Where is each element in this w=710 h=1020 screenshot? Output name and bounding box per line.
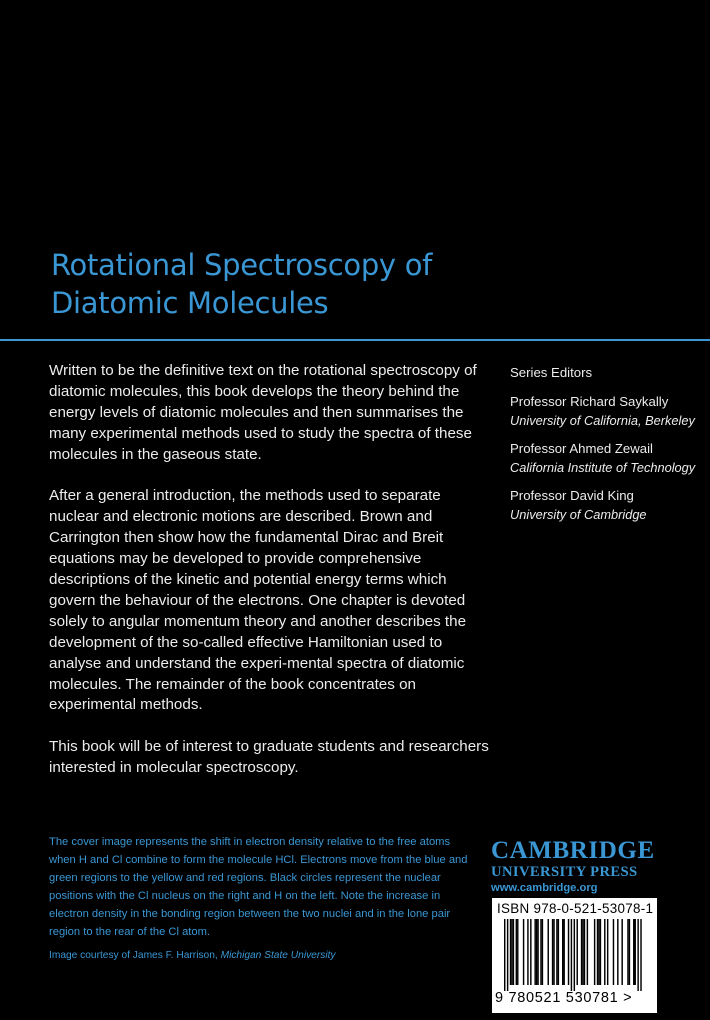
- barcode-icon: [496, 919, 653, 991]
- barcode-bar: [510, 919, 511, 985]
- barcode-bar: [558, 919, 559, 985]
- publisher-logo: [491, 838, 661, 896]
- publisher-name: CAMBRIDGE: [491, 837, 655, 864]
- barcode-bar: [604, 919, 605, 985]
- barcode-bar: [640, 919, 641, 991]
- barcode-bar: [563, 919, 564, 985]
- barcode-bar: [607, 919, 608, 985]
- title-line-1: Rotational Spectroscopy of: [51, 248, 433, 282]
- description-paragraph-1: Written to be the definitive text on the rotational spectroscopy of diatomic molecules, this book develops the theory behind the energy levels of diatomic molecules and then summarises the many experimental methods used to study the spectra of these molecules in the gaseous state.: [49, 362, 477, 463]
- barcode-panel: [492, 898, 657, 1013]
- barcode-bar: [534, 919, 535, 985]
- book-description: [49, 361, 491, 800]
- barcode-bar: [637, 919, 638, 991]
- barcode-bar: [633, 919, 634, 985]
- title-line-2: Diatomic Molecules: [51, 286, 329, 320]
- barcode-bar: [598, 919, 599, 985]
- barcode-bar: [552, 919, 553, 985]
- credit-text: Image courtesy of James F. Harrison,: [49, 950, 218, 961]
- publisher-subtitle: UNIVERSITY PRESS: [491, 864, 638, 880]
- credit-institution: Michigan State University: [220, 950, 336, 961]
- series-editors-heading: Series Editors: [510, 365, 593, 380]
- barcode-bar: [584, 919, 585, 985]
- barcode-bar: [516, 919, 517, 985]
- barcode-bar: [527, 919, 528, 985]
- barcode-bar: [627, 919, 628, 985]
- description-paragraph-3: This book will be of interest to graduate students and researchers interested in molecular spectroscopy.: [49, 738, 489, 777]
- barcode-bar: [540, 919, 541, 985]
- barcode-bar: [536, 919, 537, 985]
- barcode-bar: [548, 919, 549, 985]
- editor-name: Professor Richard Saykally: [510, 393, 669, 409]
- barcode-bar: [542, 919, 543, 985]
- editor-name: Professor David King: [510, 487, 634, 503]
- barcode-bar: [504, 919, 505, 991]
- barcode-bar: [613, 919, 614, 985]
- barcode-bar: [621, 919, 622, 985]
- barcode-bar: [600, 919, 601, 985]
- barcode-bar: [556, 919, 557, 985]
- series-editor: [510, 392, 705, 431]
- barcode-bar: [587, 919, 588, 985]
- barcode-bar: [513, 919, 514, 985]
- image-credit: [49, 948, 471, 964]
- barcode-bar: [617, 919, 618, 985]
- series-editor: [510, 439, 705, 478]
- editor-name: Professor Ahmed Zewail: [510, 440, 653, 456]
- barcode-bar: [581, 919, 582, 985]
- barcode-bar: [523, 919, 524, 985]
- barcode-bar: [530, 919, 531, 985]
- title-divider: [0, 339, 710, 341]
- cover-image-note: The cover image represents the shift in electron density relative to the free atoms when H and Cl combine to form the molecule HCl. Electrons move from the blue and green regions to the yellow and red regions. Black circles represent the nuclear positions with the Cl nucleus on the right and H on the left. Note the increase in electron density in the bonding region between the two nuclei and in the lone pair region to the rear of the Cl atom.: [49, 836, 468, 938]
- barcode-bar: [577, 919, 578, 985]
- barcode-digits: 9 780521 530781 >: [495, 990, 633, 1006]
- editor-affiliation: California Institute of Technology: [510, 460, 696, 475]
- editor-affiliation: University of Cambridge: [510, 507, 647, 522]
- book-title: [51, 246, 432, 322]
- barcode-bar: [511, 919, 512, 985]
- series-editor: [510, 486, 705, 525]
- isbn-label: ISBN 978-0-521-53078-1: [497, 901, 654, 916]
- description-paragraph-2: After a general introduction, the methods used to separate nuclear and electronic motions are described. Brown and Carrington then show how the fundamental Dirac and Breit equations may be developed to provide comprehensive descriptions of the kinetic and potential energy terms which govern the behaviour of the electrons. One chapter is devoted solely to angular momentum theory and another describes the development of the so-called effective Hamiltonian used to analyse and understand the experi-mental spectra of diatomic molecules. The remainder of the book concentrates on experimental methods.: [49, 487, 467, 714]
- barcode-bar: [597, 919, 598, 985]
- barcode-bar: [562, 919, 563, 985]
- publisher-url: www.cambridge.org: [491, 882, 598, 894]
- barcode-bar: [568, 919, 569, 985]
- barcode-bar: [594, 919, 595, 985]
- editor-affiliation: University of California, Berkeley: [510, 413, 695, 428]
- barcode-bar: [553, 919, 554, 985]
- barcode-bar: [635, 919, 636, 985]
- barcode-bar: [507, 919, 508, 991]
- barcode-bar: [571, 919, 572, 991]
- barcode-bar: [629, 919, 630, 985]
- barcode-bar: [537, 919, 538, 985]
- barcode-bar: [574, 919, 575, 991]
- barcode-bar: [517, 919, 518, 985]
- series-editors: [510, 363, 705, 533]
- barcode-bar: [582, 919, 583, 985]
